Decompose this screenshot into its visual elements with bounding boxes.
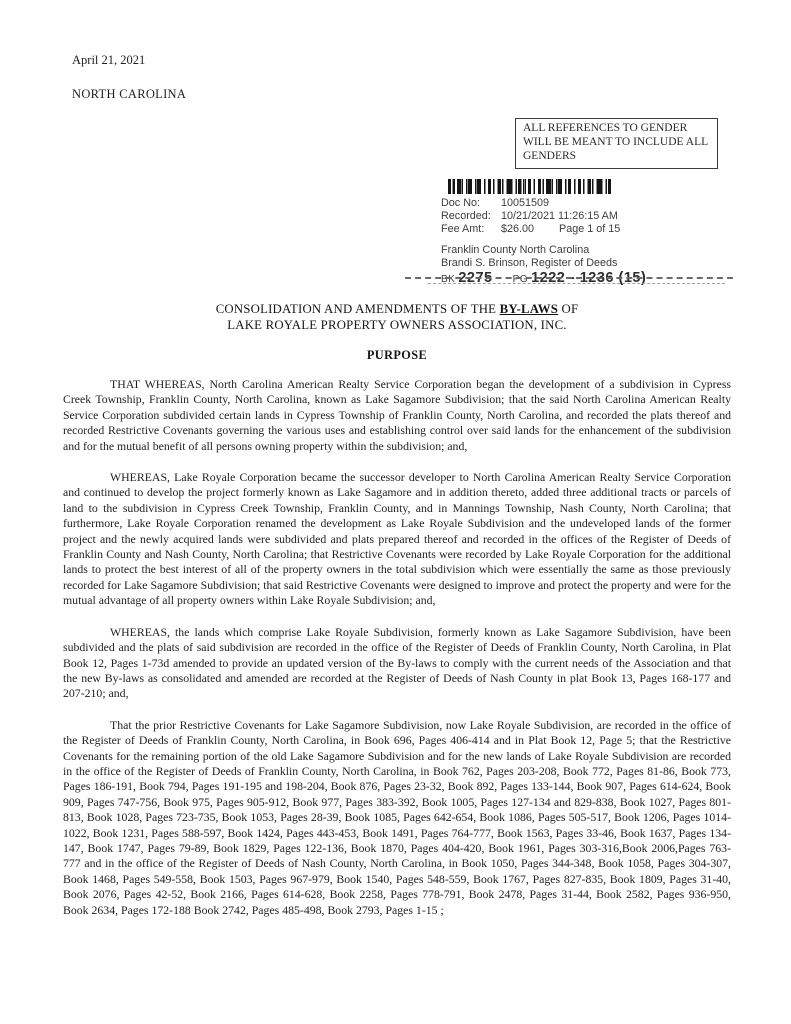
county-line: Franklin County North Carolina xyxy=(441,244,590,257)
document-body xyxy=(63,301,731,920)
gender-notice-text: ALL REFERENCES TO GENDER WILL BE MEANT TO INCLUDE ALL GENDERS xyxy=(523,122,708,162)
gender-notice-box xyxy=(515,118,718,169)
stamp-doc-no-row xyxy=(441,197,733,210)
state-heading: NORTH CAROLINA xyxy=(72,87,187,101)
page-count: Page 1 of 15 xyxy=(559,222,621,235)
bk-label: BK xyxy=(441,273,456,285)
recording-stamp xyxy=(441,179,733,287)
paragraph-whereas-1: THAT WHEREAS, North Carolina American Realty Service Corporation began the development of a subdivision in Cypress Creek Township, Franklin County, North Carolina, known as Lake Sagamore Subdivision; that the said North Carolina American Realty Service Corporation subdivided certain lands in Cypress Township of Franklin County, North Carolina, and recorded the plats thereof and recorded Restrictive Covenants governing the various uses and establishing control over said lands for the enhancement of the subdivision and for the mutual benefit of all persons owning property within the subdivision; and, xyxy=(63,377,731,453)
doc-no-value: 10051509 xyxy=(501,197,550,209)
paragraph-whereas-3: WHEREAS, the lands which comprise Lake Royale Subdivision, formerly known as Lake Sagamore Subdivision, have been subdivided and the plats of said subdivision are recorded in the office of the Register of Deeds of Franklin County, North Carolina, in Plat Book 12, Pages 1-73d amended to provide an updated version of the By-laws to comply with the current needs of the Association and that the new By-laws as consolidated and amended are recorded at the Register of Deeds of Nash County in plat Book 13, Pages 168-177 and 207-210; and, xyxy=(63,624,731,701)
fee-label: Fee Amt: xyxy=(441,222,485,235)
register-of-deeds-line: Brandi S. Brinson, Register of Deeds xyxy=(441,257,618,270)
fee-value: $26.00 xyxy=(501,222,535,235)
doc-no-label: Doc No: xyxy=(441,197,481,209)
stamp-spacer xyxy=(441,235,733,244)
bk-value: 2275 xyxy=(458,269,493,286)
purpose-heading: PURPOSE xyxy=(366,348,428,362)
title-pre: CONSOLIDATION AND AMENDMENTS OF THE xyxy=(215,302,500,316)
paragraph-covenants-books: That the prior Restrictive Covenants for Lake Sagamore Subdivision, now Lake Royale Subdivision, are recorded in the office of the Register of Deeds of Franklin County, North Carolina, in Book 696, Pages 406-414 and in Plat Book 12, Page 5; that the Restrictive Covenants for the remaining portion of the old Lake Sagamore Subdivision and for the new lands of Lake Royale Subdivision are recorded in the office of the Register of Deeds of Franklin County, North Carolina, in Book 762, Pages 203-208, Book 772, Pages 81-86, Book 773, Pages 186-191, Book 794, Pages 191-195 and 198-204, Book 876, Pages 23-32, Book 892, Pages 133-144, Book 907, Pages 614-624, Book 909, Pages 747-756, Book 975, Pages 905-912, Book 977, Pages 383-392, Book 1005, Pages 127-134 and 829-838, Book 1027, Pages 801-813, Book 1028, Pages 723-735, Book 1053, Pages 28-39, Book 1085, Pages 642-654, Book 1086, Pages 505-517, Book 1206, Pages 1014-1022, Book 1231, Pages 588-597, Book 1424, Pages 443-453, Book 1491, Pages 764-777, Book 1563, Pages 33-46, Book 1637, Pages 134-147, Book 1747, Pages 79-89, Book 1829, Pages 122-136, Book 1870, Pages 404-420, Book 1961, Pages 303-316,Book 2006,Pages 763-777 and in the office of the Register of Deeds of Nash County, North Carolina, in Book 1050, Pages 344-348, Book 1058, Pages 304-307, Book 1468, Pages 549-558, Book 1503, Pages 967-979, Book 1540, Pages 548-559, Book 1767, Pages 827-835, Book 1809, Pages 31-40, Book 2076, Pages 42-52, Book 2166, Pages 614-628, Book 2258, Pages 778-791, Book 2478, Pages 31-44, Book 2582, Pages 936-950, Book 2634, Pages 172-188 Book 2742, Pages 485-498, Book 2793, Pages 1-15 ; xyxy=(63,717,731,917)
barcode-icon xyxy=(448,179,611,194)
book-page-line xyxy=(441,269,733,287)
title-post: OF xyxy=(558,302,579,316)
paragraph-whereas-2: WHEREAS, Lake Royale Corporation became the successor developer to North Carolina American Realty Service Corporation and continued to develop the project formerly known as Lake Sagamore and in addition thereto, added three additional tracts or parcels of land to the subdivision in Cypress Creek Township, Franklin County, and in Mannings Township, Nash County, North Carolina; that furthermore, Lake Royale Corporation renamed the development as Lake Royale Subdivision and the undeveloped lands of the former project and the newly acquired lands were subdivided and plats prepared thereof and recorded in the offices of the Register of Deeds of Franklin County and Nash County, North Carolina; that Restrictive Covenants were recorded by Lake Royale Corporation for the additional lands to protect the best interest of all of the property owners in the total subdivision which were essentially the same as those previously recorded for Lake Sagamore Subdivision; that said Restrictive Covenants were designed to improve and protect the property and were for the mutual advantage of all property owners within Lake Royale Subdivision; and, xyxy=(63,470,731,608)
document-title-line-1 xyxy=(63,301,731,317)
stamp-fee-row xyxy=(441,223,733,236)
stamp-divider-line xyxy=(405,277,733,279)
stamp-recorded-row xyxy=(441,210,733,223)
recorded-label: Recorded: xyxy=(441,209,491,222)
document-title-line-2: LAKE ROYALE PROPERTY OWNERS ASSOCIATION, INC. xyxy=(227,318,567,332)
stamp-divider-line-secondary xyxy=(428,283,725,284)
recorded-value: 10/21/2021 11:26:15 AM xyxy=(501,209,618,222)
pg-label: PG xyxy=(512,273,529,285)
pg-value: 1222 - 1236 (15) xyxy=(531,269,647,286)
document-date: April 21, 2021 xyxy=(72,53,146,67)
title-bylaws-emphasis: BY-LAWS xyxy=(499,302,559,316)
